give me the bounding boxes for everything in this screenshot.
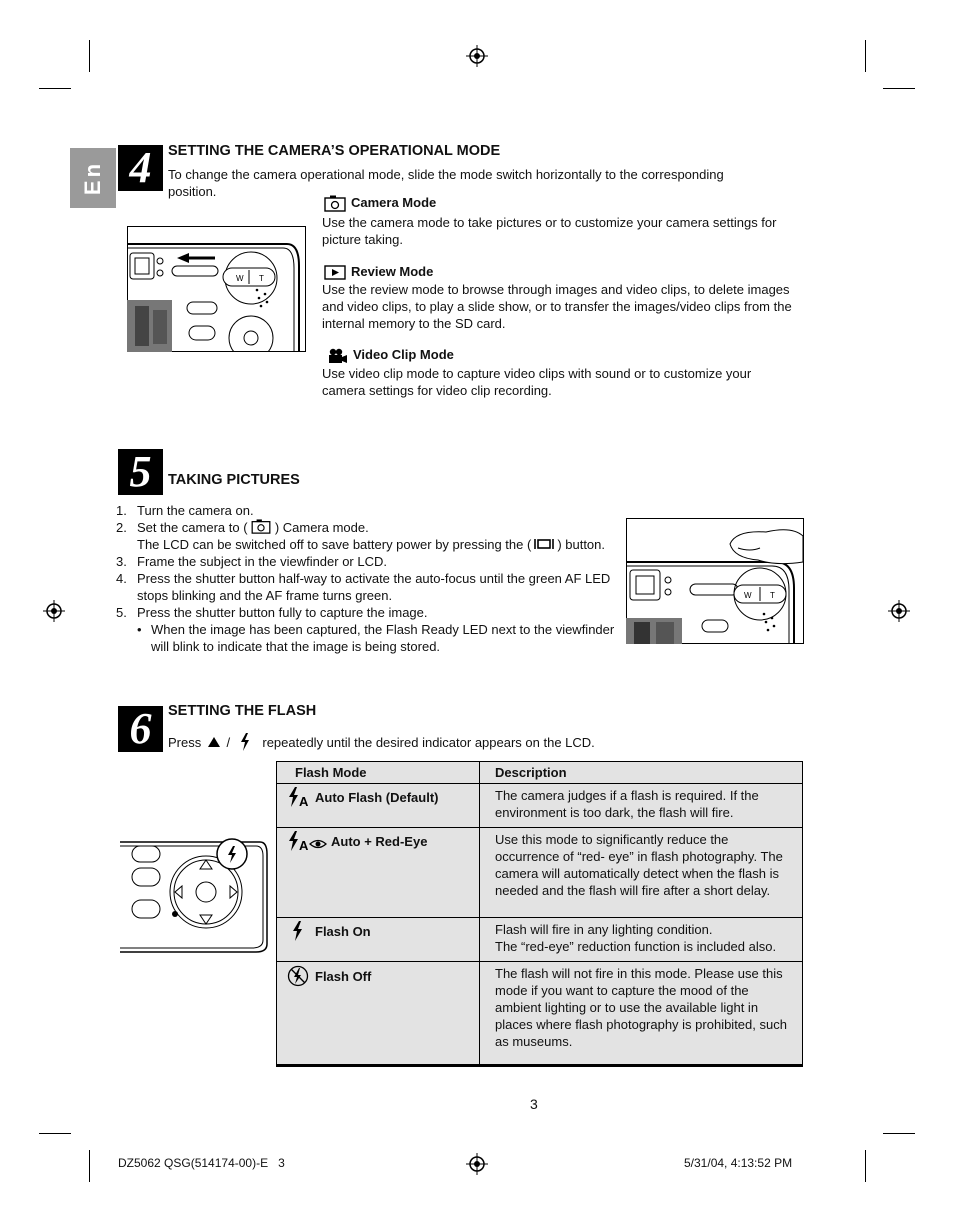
crop-mark [883, 88, 915, 89]
column-header: Flash Mode [277, 762, 480, 784]
registration-mark-icon [888, 600, 910, 622]
section-intro: To change the camera operational mode, slide the mode switch horizontally to the corresponding position. [168, 167, 724, 199]
svg-text:T: T [259, 274, 264, 283]
section-title-taking-pictures: TAKING PICTURES [168, 472, 300, 488]
step-number-5: 5 [118, 449, 163, 495]
flash-on-icon [287, 921, 311, 941]
mode-text-review: Use the review mode to browse through images and video clips, to delete images and video clips, to play a slide show, or to transfer the images/video clips from the internal memory to the SD card. [322, 282, 792, 331]
auto-flash-icon [287, 787, 311, 807]
crop-mark [39, 1133, 71, 1134]
flash-instruction: Press / repeatedly until the desired indicator appears on the LCD. [168, 735, 595, 750]
flash-mode-label: Flash Off [315, 969, 372, 984]
step-number-4: 4 [118, 145, 163, 191]
flash-mode-label: Auto Flash (Default) [315, 790, 439, 805]
registration-mark-icon [43, 600, 65, 622]
flash-icon [240, 733, 250, 751]
registration-mark-icon [466, 45, 488, 67]
section-title-operational-mode: SETTING THE CAMERA’S OPERATIONAL MODE [168, 143, 501, 159]
mode-text-video: Use video clip mode to capture video clips with sound or to customize your camera settings for video clip recording. [322, 366, 752, 398]
mode-heading-camera: Camera Mode [324, 195, 436, 212]
crop-mark [865, 40, 866, 72]
svg-text:W: W [744, 591, 752, 600]
flash-mode-label: Flash On [315, 924, 371, 939]
list-item: 1. Turn the camera on. [116, 503, 254, 518]
flash-mode-description: Flash will fire in any lighting condition. The “red-eye” reduction function is included also. [480, 918, 803, 962]
flash-mode-description: The flash will not fire in this mode. Please use this mode if you want to capture the mood of the ambient lighting or to use the available light in places where flash photography is prohibited, such as museums. [480, 962, 803, 1066]
table-header-row [277, 762, 803, 784]
shutter-press-illustration [626, 518, 804, 644]
table-row [277, 962, 803, 1066]
column-header: Description [480, 762, 803, 784]
svg-text:A: A [299, 794, 309, 807]
mode-heading-video: Video Clip Mode [328, 347, 454, 364]
crop-mark [89, 1150, 90, 1182]
svg-text:A: A [299, 838, 309, 851]
mode-text-camera: Use the camera mode to take pictures or to customize your camera settings for picture taking. [322, 215, 777, 247]
crop-mark [865, 1150, 866, 1182]
crop-mark [39, 88, 71, 89]
camera-mode-icon [251, 519, 271, 534]
video-clip-mode-icon [328, 348, 348, 364]
auto-red-eye-icon [287, 831, 327, 851]
crop-mark [89, 40, 90, 72]
review-mode-icon [324, 265, 346, 280]
list-item: 4. Press the shutter button half-way to activate the auto-focus until the green AF LED stops blinking and the AF frame turns green. [116, 571, 611, 603]
svg-text:W: W [236, 274, 244, 283]
flash-button-illustration [120, 834, 269, 956]
flash-mode-description: Use this mode to significantly reduce the occurrence of “red- eye” in flash photography. The camera will automatically detect when the flash is needed and the flash will fire after a short delay. [480, 828, 803, 918]
registration-mark-icon [466, 1153, 488, 1175]
page-number: 3 [530, 1096, 538, 1112]
step-number-6: 6 [118, 706, 163, 752]
list-item: 5. Press the shutter button fully to capture the image. • When the image has been captured, the Flash Ready LED next to the viewfinder will blink to indicate that the image is being stored. [116, 605, 615, 654]
language-tab: En [70, 148, 116, 208]
lcd-button-icon [533, 538, 555, 550]
mode-heading-review: Review Mode [324, 264, 433, 280]
flash-mode-table [276, 761, 803, 1067]
footer-left: DZ5062 QSG(514174-00)-E 3 [118, 1156, 285, 1170]
camera-mode-switch-illustration [127, 226, 306, 352]
table-row [277, 784, 803, 828]
list-item: 3. Frame the subject in the viewfinder or LCD. [116, 554, 387, 569]
flash-off-icon [287, 965, 311, 987]
list-item: 2. Set the camera to ( ) Camera mode. The LCD can be switched off to save battery power by pressing the ( ) button. [116, 520, 606, 552]
bullet-note: • When the image has been captured, the Flash Ready LED next to the viewfinder will blink to indicate that the image is being stored. [137, 622, 615, 654]
up-arrow-icon [208, 737, 220, 747]
table-row [277, 828, 803, 918]
footer-right: 5/31/04, 4:13:52 PM [684, 1156, 793, 1170]
section-title-setting-flash: SETTING THE FLASH [168, 703, 317, 719]
crop-mark [883, 1133, 915, 1134]
taking-pictures-steps [116, 502, 616, 655]
camera-mode-icon [324, 195, 346, 212]
flash-mode-label: Auto + Red-Eye [331, 834, 428, 849]
flash-mode-description: The camera judges if a flash is required. If the environment is too dark, the flash will fire. [480, 784, 803, 828]
svg-text:T: T [770, 591, 775, 600]
table-row [277, 918, 803, 962]
